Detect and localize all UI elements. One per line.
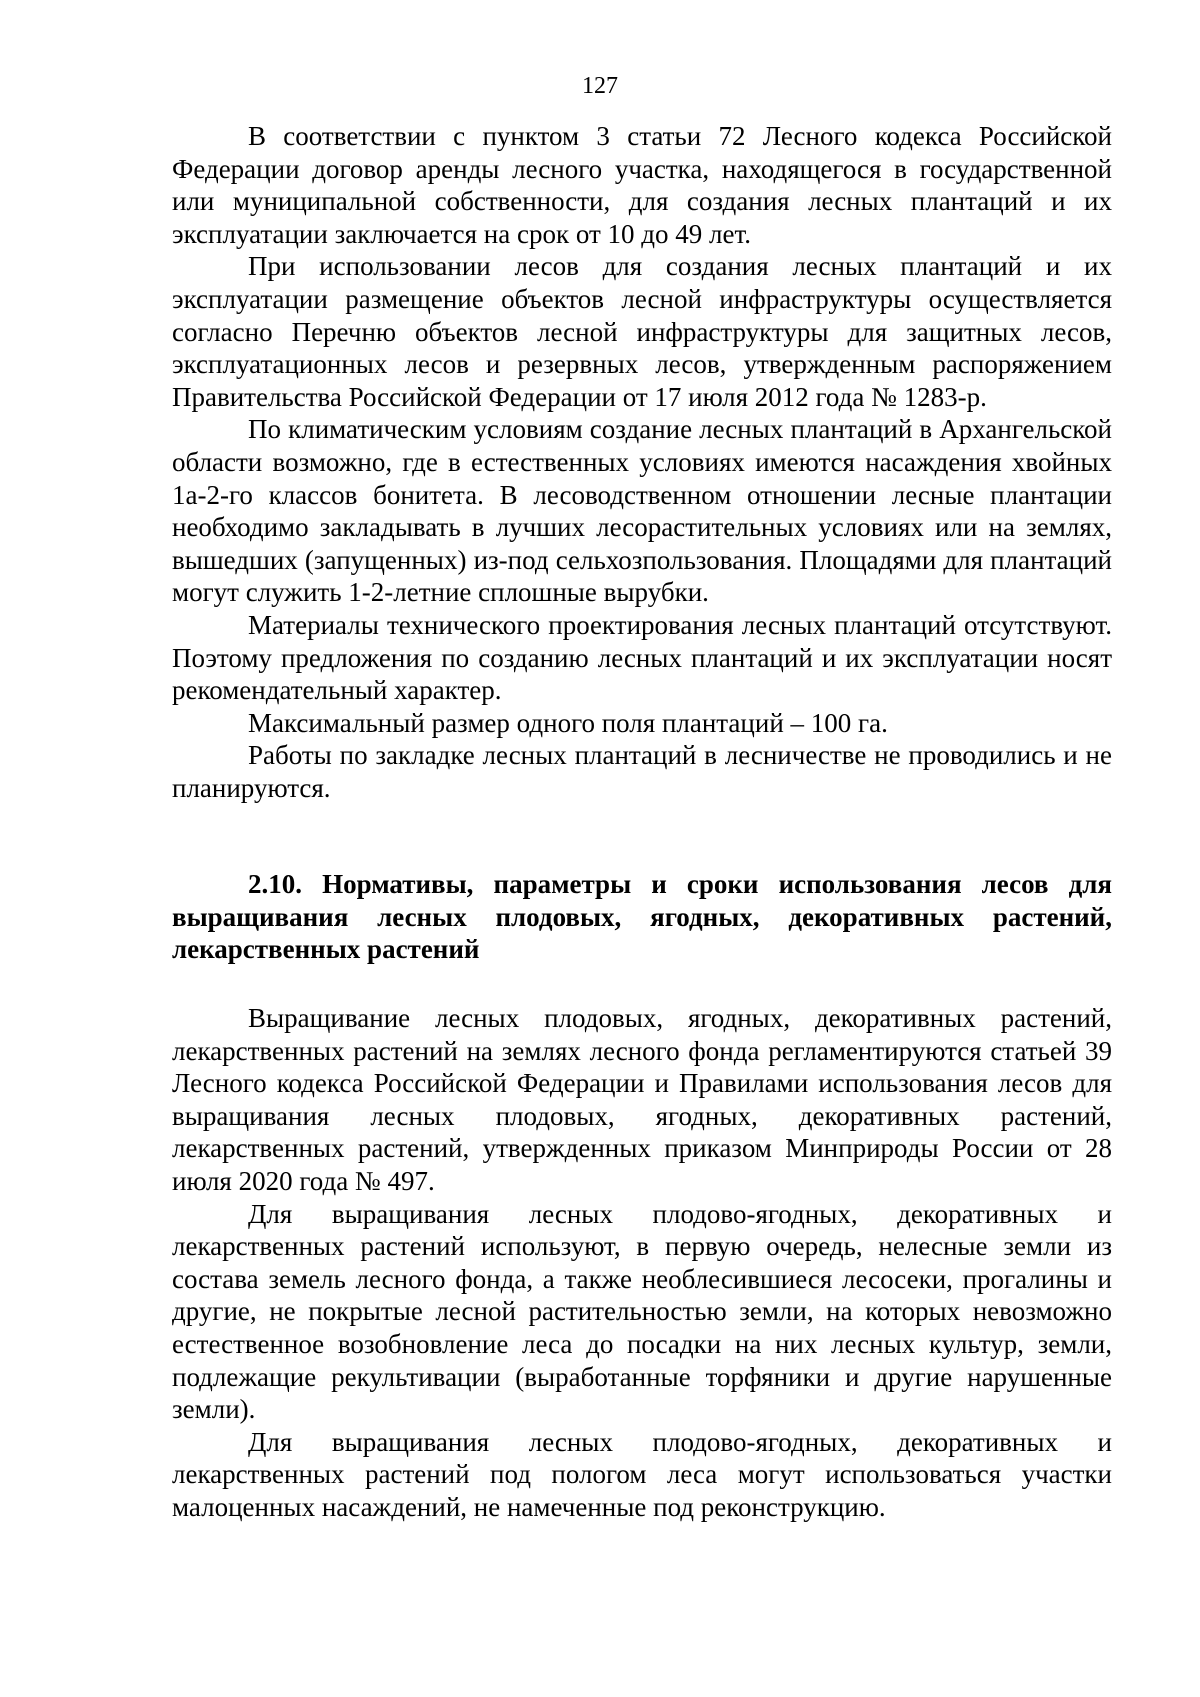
paragraph: Для выращивания лесных плодово-ягодных, декоративных и лекарственных растений под пологом леса могут использоваться участки малоценных насаждений, не намеченные под реконструкцию. bbox=[172, 1426, 1112, 1522]
paragraph: По климатическим условиям создание лесных плантаций в Архангельской области возможно, где в естественных условиях имеются насаждения хвойных 1а-2-го классов бонитета. В лесоводственном отношении лесные плантации необходимо закладывать в лучших лесорастительных условиях или на землях, вышедших (запущенных) из-под сельхозпользования. Площадями для плантаций могут служить 1-2-летние сплошные вырубки. bbox=[172, 414, 1112, 608]
paragraph: Для выращивания лесных плодово-ягодных, декоративных и лекарственных растений используют, в первую очередь, нелесные земли из состава земель лесного фонда, а также необлесившиеся лесосеки, прогалины и другие, не покрытые лесной растительностью земли, на которых невозможно естественное возобновление леса до посадки на них лесных культур, земли, подлежащие рекультивации (выработанные торфяники и другие нарушенные земли). bbox=[172, 1198, 1112, 1425]
paragraph: Работы по закладке лесных плантаций в лесничестве не проводились и не планируются. bbox=[172, 740, 1112, 803]
paragraph: Выращивание лесных плодовых, ягодных, декоративных растений, лекарственных растений на землях лесного фонда регламентируются статьей 39 Лесного кодекса Российской Федерации и Правилами использования лесов для выращивания лесных плодовых, ягодных, декоративных растений, лекарственных растений, утвержденных приказом Минприроды России от 28 июля 2020 года № 497. bbox=[172, 1003, 1112, 1196]
page-number: 127 bbox=[582, 73, 618, 99]
section-heading-block bbox=[172, 868, 1112, 966]
paragraph: Материалы технического проектирования лесных плантаций отсутствуют. Поэтому предложения по созданию лесных плантаций и их эксплуатации носят рекомендательный характер. bbox=[172, 609, 1112, 706]
section-heading: 2.10. Нормативы, параметры и сроки использования лесов для выращивания лесных плодовых, ягодных, декоративных растений, лекарственных растений bbox=[172, 869, 1112, 965]
paragraph: Максимальный размер одного поля плантаций – 100 га. bbox=[248, 707, 888, 738]
paragraph: В соответствии с пунктом 3 статьи 72 Лесного кодекса Российской Федерации договор аренды лесного участка, находящегося в государственной или муниципальной собственности, для создания лесных плантаций и их эксплуатации заключается на срок от 10 до 49 лет. bbox=[172, 121, 1112, 249]
paragraph: При использовании лесов для создания лесных плантаций и их эксплуатации размещение объектов лесной инфраструктуры осуществляется согласно Перечню объектов лесной инфраструктуры для защитных лесов, эксплуатационных лесов и резервных лесов, утвержденным распоряжением Правительства Российской Федерации от 17 июля 2012 года № 1283-р. bbox=[172, 251, 1112, 412]
paragraphs-before-section bbox=[172, 120, 1112, 804]
paragraphs-after-section bbox=[172, 1002, 1112, 1524]
